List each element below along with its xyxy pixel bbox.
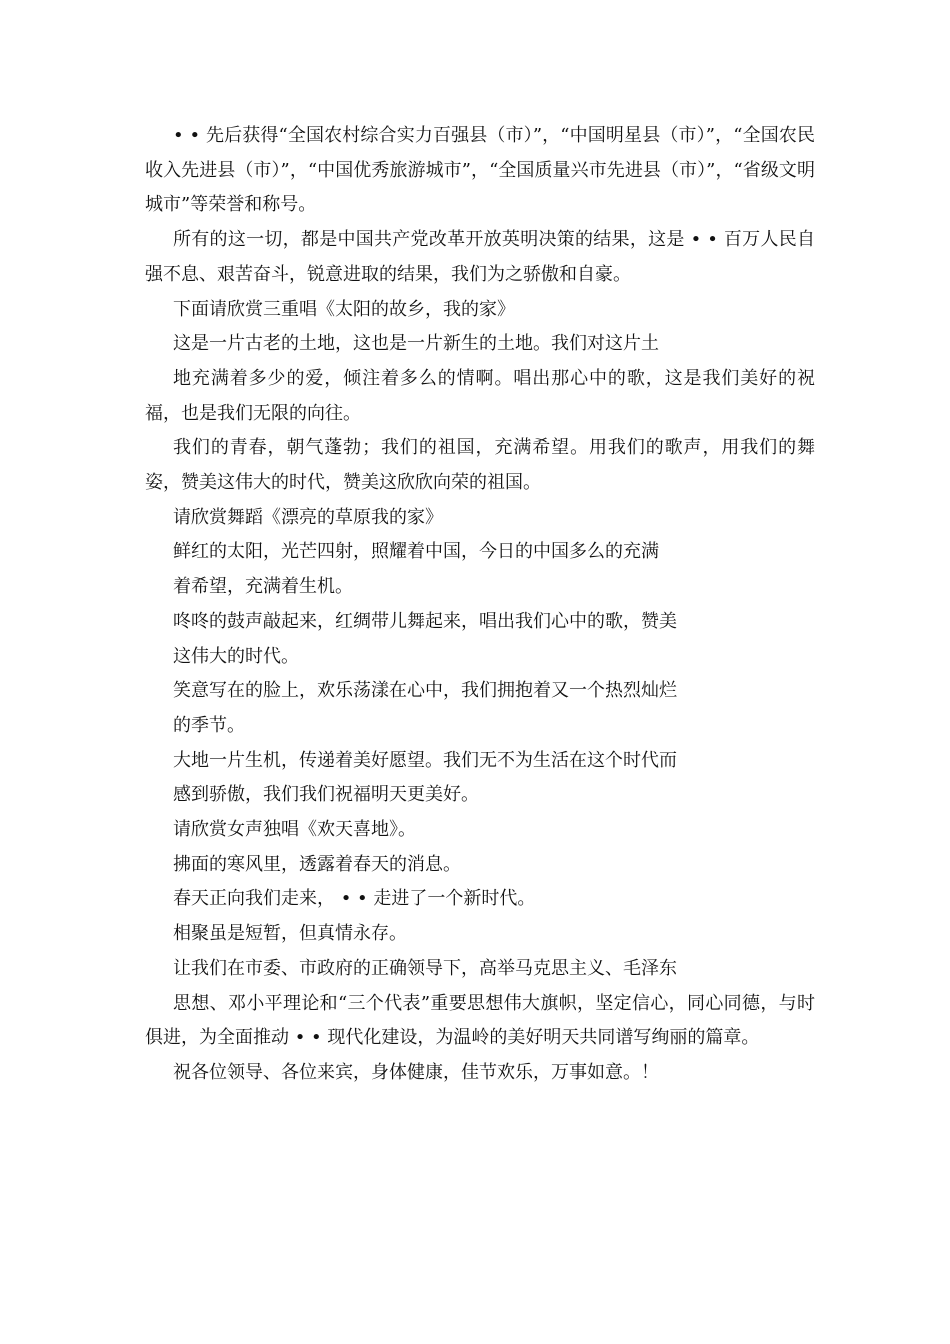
paragraph-closing-wishes: 祝各位领导、各位来宾，身体健康，佳节欢乐，万事如意。！ (173, 1061, 659, 1083)
paragraph-smile-2: 的季节。 (173, 714, 245, 736)
paragraph-trio-intro: 下面请欣赏三重唱《太阳的故乡，我的家》 (173, 298, 515, 320)
paragraph-land-2: 地充满着多少的爱，倾注着多么的情啊。唱出那心中的歌，这是我们美好的祝福，也是我们无限的向往。 (145, 367, 815, 424)
paragraph-honors: • • 先后获得“全国农村综合实力百强县（市）”，“中国明星县（市）”，“全国农民收入先进县（市）”，“中国优秀旅游城市”，“全国质量兴市先进县（市）”，“省级文明城市”等荣誉和称号。 (145, 125, 815, 216)
paragraph-leadership-1: 让我们在市委、市政府的正确领导下，高举马克思主义、毛泽东 (173, 957, 677, 979)
paragraph-dance-intro: 请欣赏舞蹈《漂亮的草原我的家》 (173, 506, 443, 528)
paragraph-drums-2: 这伟大的时代。 (173, 645, 299, 667)
paragraph-sun-1: 鲜红的太阳，光芒四射，照耀着中国，今日的中国多么的充满 (173, 541, 659, 563)
paragraph-achievements: 所有的这一切，都是中国共产党改革开放英明决策的结果，这是 • • 百万人民自强不息、艰苦奋斗，锐意进取的结果，我们为之骄傲和自豪。 (145, 229, 815, 285)
document-body (145, 119, 815, 1091)
paragraph-solo-intro: 请欣赏女声独唱《欢天喜地》。 (173, 819, 416, 841)
paragraph-cold-wind: 拂面的寒风里，透露着春天的消息。 (173, 853, 461, 875)
paragraph-earth-2: 感到骄傲，我们我们祝福明天更美好。 (173, 784, 479, 806)
paragraph-youth: 我们的青春，朝气蓬勃；我们的祖国，充满希望。用我们的歌声，用我们的舞姿，赞美这伟大的时代，赞美这欣欣向荣的祖国。 (145, 437, 815, 494)
paragraph-drums-1: 咚咚的鼓声敲起来，红绸带儿舞起来，唱出我们心中的歌，赞美 (173, 610, 677, 632)
paragraph-leadership-2: 思想、邓小平理论和“三个代表”重要思想伟大旗帜，坚定信心，同心同德，与时俱进，为全面推动 • • 现代化建设，为温岭的美好明天共同谱写绚丽的篇章。 (145, 992, 815, 1049)
paragraph-gathering: 相聚虽是短暂，但真情永存。 (173, 923, 407, 945)
paragraph-smile-1: 笑意写在的脸上，欢乐荡漾在心中，我们拥抱着又一个热烈灿烂 (173, 680, 677, 702)
paragraph-spring: 春天正向我们走来， • • 走进了一个新时代。 (173, 888, 536, 910)
paragraph-land-1: 这是一片古老的土地，这也是一片新生的土地。我们对这片土 (173, 333, 659, 355)
paragraph-sun-2: 着希望，充满着生机。 (173, 576, 353, 598)
paragraph-earth-1: 大地一片生机，传递着美好愿望。我们无不为生活在这个时代而 (173, 749, 677, 771)
